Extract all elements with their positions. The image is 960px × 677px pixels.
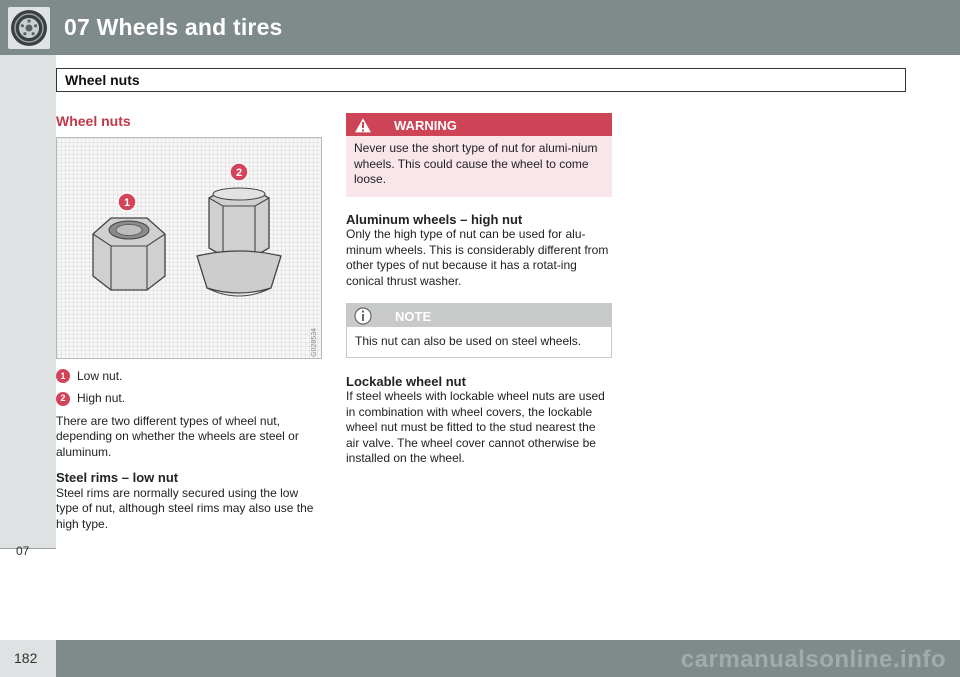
info-icon [353, 306, 373, 326]
warning-triangle-icon [352, 115, 374, 135]
low-nut-drawing [93, 218, 165, 290]
section-title: Wheel nuts [65, 72, 140, 88]
svg-text:1: 1 [123, 196, 131, 209]
chapter-header-bar [0, 0, 960, 55]
aluminum-heading: Aluminum wheels – high nut [346, 211, 523, 227]
svg-text:2: 2 [235, 166, 243, 179]
steel-rims-paragraph: Steel rims are normally secured using the low type of nut, although steel rims may also use the high type. [56, 485, 314, 531]
wheel-nuts-figure [56, 137, 322, 359]
intro-paragraph: There are two different types of wheel nut, depending on whether the wheels are steel or aluminum. [56, 413, 299, 459]
chapter-title: 07 Wheels and tires [64, 14, 283, 40]
watermark: carmanualsonline.info [680, 646, 946, 673]
chapter-side-tab [0, 55, 56, 558]
callout-badge-2: 2 [56, 392, 70, 406]
figure-code: G028534 [311, 327, 318, 357]
note-text: This nut can also be used on steel wheels. [355, 334, 582, 348]
warning-text: Never use the short type of nut for alumi-nium wheels. This could cause the wheel to come loose. [354, 141, 598, 186]
callout-text-2: High nut. [77, 391, 126, 405]
left-column [56, 114, 322, 532]
warning-label: WARNING [394, 118, 457, 133]
note-header [347, 304, 611, 327]
warning-header [346, 113, 612, 136]
callout-item-low-nut [56, 369, 322, 385]
chapter-tab-number: 07 [16, 544, 30, 558]
steel-rims-heading: Steel rims – low nut [56, 470, 179, 485]
callout-text-1: Low nut. [77, 368, 123, 383]
high-nut-drawing [197, 188, 281, 296]
note-box [346, 303, 612, 358]
figure-callout-1 [118, 193, 136, 211]
page-number-box [0, 640, 56, 677]
aluminum-paragraph: Only the high type of nut can be used for alu-minum wheels. This is considerably different from other types of nut because it has a rotat-ing conical thrust washer. [346, 227, 609, 288]
wheel-nuts-illustration [57, 138, 321, 358]
warning-box [346, 113, 612, 197]
note-label: NOTE [395, 309, 432, 324]
figure-callout-2 [230, 163, 248, 181]
page-heading: Wheel nuts [56, 113, 131, 129]
callout-item-high-nut [56, 391, 322, 407]
wheel-icon [8, 7, 50, 49]
lockable-paragraph: If steel wheels with lockable wheel nuts are used in combination with wheel covers, the lockable wheel nut must be fitted to the stud nearest the air valve. The wheel cover cannot otherwise be installed on the wheel. [346, 389, 605, 465]
lockable-heading: Lockable wheel nut [346, 373, 466, 389]
section-header [56, 68, 906, 92]
right-column [346, 113, 612, 467]
callout-badge-1: 1 [56, 369, 70, 383]
page-number: 182 [14, 650, 38, 666]
